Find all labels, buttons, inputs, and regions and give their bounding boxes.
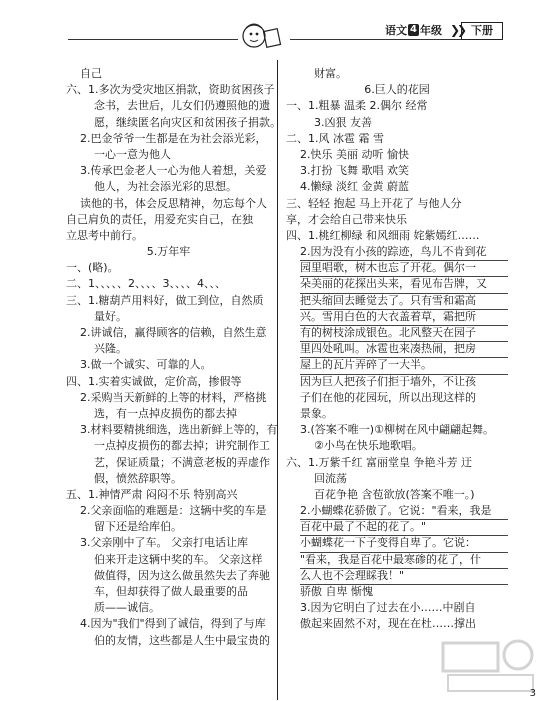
- right-answer-line: [286, 98, 508, 114]
- right-answer-line: [286, 341, 508, 357]
- header-rule-left: [68, 39, 238, 40]
- right-answer-line: [286, 66, 508, 82]
- answer-text: 留下还是给库伯。: [94, 520, 182, 534]
- right-answer-line: [286, 309, 508, 325]
- answer-text: 六、1.万紫千红 富丽堂皇 争艳斗芳 迂: [286, 455, 472, 469]
- answer-text: 小蝴蝶花一下子变得自卑了。它说：: [300, 535, 508, 552]
- left-answer-line: [66, 163, 271, 179]
- answer-text: 2.快乐 美丽 动听 愉快: [300, 147, 409, 161]
- answer-text: 么人也不会理睬我！": [300, 568, 508, 585]
- right-answer-line: [286, 471, 508, 487]
- left-answer-line: [66, 600, 271, 616]
- answer-text: 百花中最了不起的花了。": [300, 519, 508, 536]
- answer-text: 3.传承巴金老人一心为他人着想，关爱: [80, 164, 267, 178]
- answer-text: 兴。雪用白色的大衣盖着草，霜把所: [300, 309, 508, 326]
- answer-text: 景象。: [300, 406, 333, 420]
- answer-text: 3.做一个诚实、可靠的人。: [80, 358, 212, 372]
- answer-text: 一、1.粗暴 温柔 2.偶尔 经常: [286, 99, 428, 113]
- answer-text: 三、1.糖葫芦用料好，做工到位，自然质: [66, 293, 264, 307]
- answer-text: 财富。: [314, 67, 347, 80]
- answer-text: 傲起来固然不对，现在在杜……撑出: [300, 617, 476, 631]
- right-answer-line: [286, 179, 508, 195]
- answer-text: 三、轻轻 抱起 马上开花了 与他人分: [286, 196, 462, 210]
- left-answer-line: [66, 503, 271, 519]
- answer-text: "看来，我是百花中最寒碜的花了，什: [300, 552, 508, 569]
- left-answer-line: [66, 98, 271, 114]
- left-answer-line: [66, 276, 271, 292]
- left-answer-line: [66, 82, 275, 98]
- left-answer-line: [66, 357, 271, 373]
- right-answer-line: [286, 503, 508, 519]
- answer-text: 二、1、、、、、2、、、、3、、、、4、、、: [66, 277, 226, 291]
- volume-tab: 下册: [461, 22, 503, 40]
- answer-text: 假，愤然辞职等。: [94, 471, 182, 485]
- answer-text: 回流荡: [314, 471, 347, 485]
- right-answer-line: [286, 131, 508, 147]
- mascot-icon: [238, 18, 286, 54]
- answer-text: 一、(略)。: [66, 261, 119, 275]
- left-answer-line: [66, 487, 271, 503]
- answer-text: 3.打扮 飞舞 歌唱 欢笑: [300, 164, 409, 178]
- answer-text: 量好。: [94, 309, 127, 323]
- right-answer-line: [286, 196, 508, 212]
- right-answer-line: [286, 616, 508, 632]
- grade-label: 年级: [419, 24, 442, 37]
- right-answer-line: [286, 163, 508, 179]
- answer-text: 一点掉皮损伤的都去掉；讲究制作工: [94, 439, 270, 453]
- left-answer-line: [66, 147, 271, 163]
- right-answer-line: [286, 422, 508, 438]
- left-answer-line: [66, 519, 271, 535]
- answer-text: 百花争艳 含苞欲放(答案不唯一。): [314, 487, 475, 501]
- left-column: [66, 66, 281, 649]
- answer-text: ②小鸟在快乐地歌唱。: [314, 439, 423, 453]
- answer-text: 4.因为"我们"得到了诚信，得到了与库: [80, 617, 266, 631]
- right-answer-line: [286, 228, 508, 244]
- answer-text: 2.父亲面临的难题是：这辆中奖的车是: [80, 504, 267, 518]
- right-answer-line: [286, 147, 508, 163]
- left-answer-line: [66, 196, 271, 212]
- answer-text: 3.(答案不唯一)①柳树在风中翩翩起舞。: [300, 423, 494, 437]
- left-answer-line: [66, 228, 271, 244]
- watermark-logo: [438, 635, 538, 695]
- answer-text: 伯来开走这辆中奖的车。 父亲这样: [94, 552, 263, 566]
- double-chevron-icon: ❯❯: [449, 23, 465, 37]
- left-answer-line: [66, 552, 271, 568]
- right-answer-line: [286, 357, 508, 373]
- answer-text: 6.巨人的花园: [364, 83, 430, 97]
- answer-text: 兴隆。: [94, 342, 127, 356]
- answer-text: 享，才会给自己带来快乐: [286, 212, 407, 226]
- left-answer-line: [66, 616, 271, 632]
- subject-label: 语文: [385, 24, 407, 37]
- answer-text: 朵美丽的花探出头来，看见布告牌，又: [300, 276, 508, 293]
- answer-text: 质——诚信。: [94, 601, 160, 615]
- right-answer-line: [286, 260, 508, 276]
- right-answer-line: [286, 325, 508, 341]
- left-answer-line: [66, 633, 271, 649]
- answer-text: 里四处吼叫。冰雹也来凑热闹，把房: [300, 341, 508, 358]
- answer-text: 屋上的瓦片弄碎了一大半。: [300, 357, 508, 374]
- left-answer-line: [66, 471, 271, 487]
- answer-text: 2.采购当天新鲜的上等的材料，严格挑: [80, 390, 267, 404]
- answer-text: 五、1.神情严肃 闷闷不乐 特别高兴: [66, 487, 238, 501]
- left-answer-line: [66, 341, 271, 357]
- header-grade: [385, 22, 464, 38]
- answer-text: 四、1.桃红柳绿 和风细雨 姹紫嫣红……: [286, 228, 480, 242]
- answer-text: 六、1.多次为受灾地区捐款，资助贫困孩子: [66, 83, 275, 97]
- answer-text: 有的树枝涂成银色。北风整天在园子: [300, 325, 508, 342]
- right-answer-line: [286, 552, 508, 568]
- right-answer-line: [286, 406, 508, 422]
- answer-text: 园里唱歌，树木也忘了开花。偶尔一: [300, 260, 508, 277]
- left-answer-line: [66, 374, 271, 390]
- answer-text: 4.懒绿 淡红 金黄 蔚蓝: [300, 180, 409, 194]
- page-number: 3: [529, 688, 536, 699]
- answer-text: 2.巴金爷爷一生都是在为社会添光彩，: [80, 131, 267, 145]
- left-answer-line: [66, 309, 271, 325]
- answer-text: 念书，去世后，儿女们仍遵照他的遗: [94, 99, 270, 113]
- right-answer-line: [286, 115, 508, 131]
- answer-text: 骄傲 自卑 惭愧: [300, 585, 373, 598]
- answer-text: 四、1.实着实诚做，定价高，掺假等: [66, 374, 242, 388]
- left-answer-line: [66, 584, 271, 600]
- left-answer-line: [66, 66, 271, 82]
- left-answer-line: [66, 293, 271, 309]
- left-answer-line: [66, 535, 271, 551]
- left-answer-line: [66, 212, 271, 228]
- answer-text: 5.万年牢: [146, 245, 191, 259]
- grade-number: 4: [410, 24, 417, 35]
- column-divider: [277, 60, 278, 700]
- answer-text: 读他的书，体会反思精神，勿忘每个人: [80, 196, 267, 210]
- right-answer-line: [286, 82, 508, 98]
- right-answer-line: [286, 584, 508, 600]
- left-answer-line: [66, 422, 278, 438]
- right-answer-line: [286, 276, 508, 292]
- left-answer-line: [66, 115, 281, 131]
- answer-text: 3.父亲刚中了车。 父亲打电话让库: [80, 536, 248, 550]
- answer-text: 艺，保证质量；不满意老板的弄虚作: [94, 455, 270, 469]
- right-answer-line: [286, 390, 508, 406]
- left-answer-line: [66, 244, 271, 260]
- left-answer-line: [66, 179, 271, 195]
- left-answer-line: [66, 438, 271, 454]
- answer-text: 2.小蝴蝶花骄傲了。它说："看来，我是: [300, 503, 508, 520]
- left-answer-line: [66, 390, 271, 406]
- answer-text: 伯的友情，这些都是人生中最宝贵的: [94, 633, 270, 647]
- left-answer-line: [66, 260, 271, 276]
- right-answer-line: [286, 212, 508, 228]
- answer-text: 因为巨人把孩子们拒于墙外，不让孩: [300, 374, 476, 388]
- right-answer-line: [286, 535, 508, 551]
- answer-text: 自己肩负的责任，用爱充实自己，在独: [66, 212, 253, 226]
- answer-text: 立思考中前行。: [66, 228, 143, 242]
- right-answer-line: [286, 600, 508, 616]
- answer-text: 3.凶狠 友善: [314, 115, 372, 129]
- answer-text: 愿，继续匿名向灾区和贫困孩子捐款。: [94, 115, 281, 129]
- left-answer-line: [66, 406, 271, 422]
- left-answer-line: [66, 325, 271, 341]
- right-answer-line: [286, 455, 508, 471]
- right-answer-line: [286, 568, 508, 584]
- answer-text: 二、1.风 冰雹 霜 雪: [286, 131, 384, 145]
- header-rule-right: [290, 39, 490, 40]
- right-answer-line: [286, 519, 508, 535]
- right-answer-line: [286, 374, 508, 390]
- answer-text: 做值得，因为这么做虽然失去了奔驰: [94, 568, 270, 582]
- left-answer-line: [66, 455, 271, 471]
- answer-text: 把头缩回去睡觉去了。只有雪和霜高: [300, 293, 508, 310]
- right-column: [286, 66, 508, 633]
- left-answer-line: [66, 131, 271, 147]
- left-answer-line: [66, 568, 271, 584]
- answer-text: 一心一意为他人: [94, 147, 171, 161]
- answer-text: 3.材料要精挑细选，选出新鲜上等的，有: [80, 423, 278, 437]
- answer-text: 他人，为社会添光彩的思想。: [94, 180, 237, 194]
- answer-text: 3.因为它明白了过去在小……中剧自: [300, 601, 476, 615]
- answer-text: 选，有一点掉皮损伤的都去掉: [94, 406, 237, 420]
- answer-text: 子们在他的花园玩，所以出现这样的: [300, 390, 476, 404]
- right-answer-line: [286, 244, 508, 260]
- answer-text: 2.讲诚信，赢得顾客的信赖，自然生意: [80, 326, 267, 339]
- right-answer-line: [286, 487, 508, 503]
- answer-text: 车，但却获得了做人最重要的品: [94, 585, 248, 598]
- answer-text: 自己: [80, 67, 102, 80]
- right-answer-line: [286, 438, 508, 454]
- answer-text: 2.因为没有小孩的踪迹，鸟儿不肯到花: [300, 244, 508, 261]
- right-answer-line: [286, 293, 508, 309]
